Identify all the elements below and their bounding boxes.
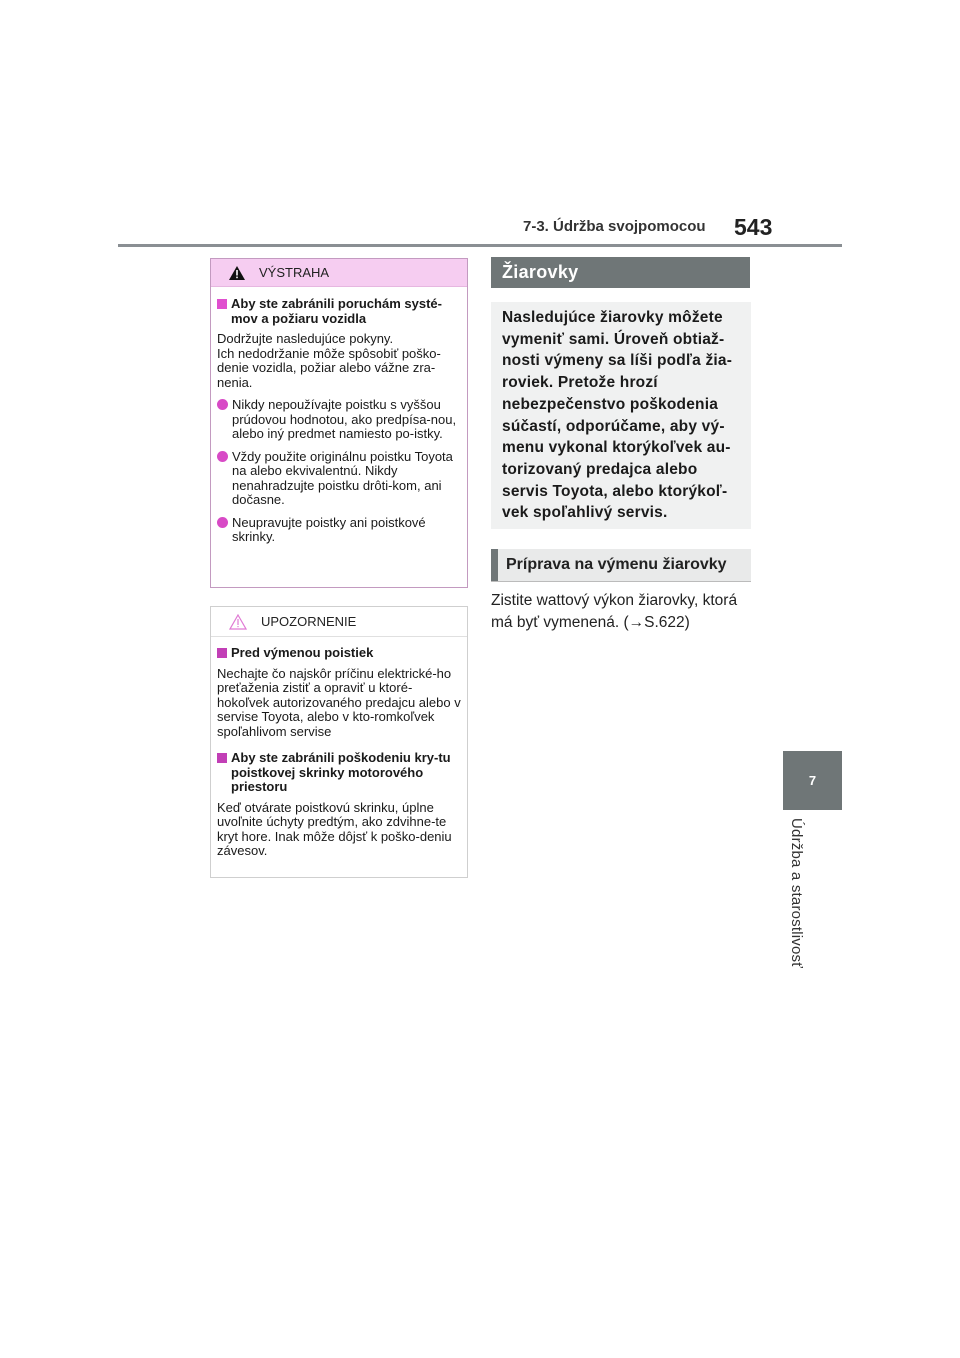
round-bullet-icon [217,517,228,528]
warning-bullet: Vždy použite originálnu poistku Toyota na alebo ekvivalentnú. Nikdy nenahradzujte poistku drôti-kom, ani dočasne. [215,450,462,508]
warning-triangle-icon [229,266,245,280]
caution-triangle-icon [229,614,247,630]
caution-heading: Pred výmenou poistiek [215,646,462,661]
square-bullet-icon [217,299,227,309]
round-bullet-icon [217,399,228,410]
warning-bullet: Neupravujte poistky ani poistkové skrinky. [215,516,462,545]
warning-box [210,258,468,588]
square-bullet-icon [217,648,227,658]
body-text: Zistite wattový výkon žiarovky, ktorá má byť vymenená. (→S.622) [491,592,738,631]
caution-text: Keď otvárate poistkovú skrinku, úplne uvoľnite úchyty predtým, ako zdvihne-te kryt hore. Inak môže dôjsť k poško-deniu závesov. [217,799,452,858]
warning-bullet: Nikdy nepoužívajte poistku s vyššou prúdovou hodnotou, ako predpísa-nou, alebo iný predmet namiesto po-istky. [215,398,462,442]
intro-box: Nasledujúce žiarovky môžete vymeniť sami. Úroveň obtiaž-nosti výmeny sa líši podľa žia-roviek. Pretože hrozí nebezpečenstvo poškodenia súčastí, odporúčame, aby vý-menu vykonal ktorýkoľvek au-torizovaný predajca alebo servis Toyota, alebo ktorýkoľ-vek spoľahlivý servis. [491,302,751,529]
warning-header [211,259,467,287]
chapter-side-title: Údržba a starostlivosť [788,818,805,969]
round-bullet-icon [217,451,228,462]
warning-heading: Aby ste zabránili poruchám systé-mov a požiaru vozidla [215,297,462,326]
sub-heading: Príprava na výmenu žiarovky [491,549,751,581]
caution-heading: Aby ste zabránili poškodeniu kry-tu poistkovej skrinky motorového priestoru [215,751,462,795]
page-number: 543 [734,214,773,240]
header-rule [118,244,842,247]
caution-title: UPOZORNENIE [261,614,357,629]
section-title: 7-3. Údržba svojpomocou [523,218,706,235]
caution-header [211,607,467,637]
main-title: Žiarovky [491,257,750,288]
caution-box [210,606,468,878]
chapter-tab[interactable]: 7 [783,751,842,810]
square-bullet-icon [217,753,227,763]
caution-text: Nechajte čo najskôr príčinu elektrické-ho preťaženia zistiť a opraviť u ktoré-hokoľvek autorizovaného predajcu alebo v servise Toyota, alebo v kto-romkoľvek spoľahlivom servise [217,665,461,739]
warning-title: VÝSTRAHA [259,265,330,280]
sub-heading-rule [491,581,751,582]
warning-intro: Dodržujte nasledujúce pokyny. Ich nedodržanie môže spôsobiť poško-denie vozidla, požiar alebo vážne zra-nenia. [217,331,441,390]
